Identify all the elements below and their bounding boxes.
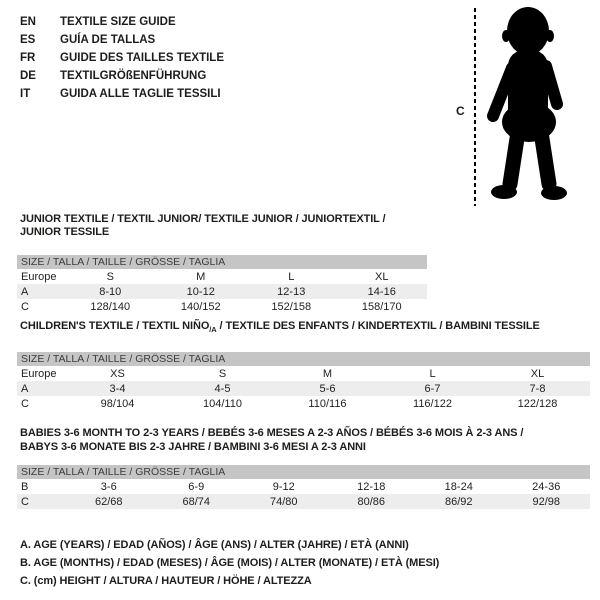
table-row <box>17 381 590 396</box>
row-label: A <box>21 382 29 395</box>
language-header <box>20 13 224 103</box>
toddler-silhouette-icon <box>484 6 572 206</box>
size-cell: 18-24 <box>444 480 473 493</box>
size-bar: SIZE / TALLA / TAILLE / GRÖSSE / TAGLIA <box>17 465 590 479</box>
size-cell: 14-16 <box>367 285 396 298</box>
size-cell: 6-9 <box>188 480 205 493</box>
size-cell: 8-10 <box>99 285 122 298</box>
table-row <box>17 366 590 381</box>
lang-title: GUIDA ALLE TAGLIE TESSILI <box>60 88 221 100</box>
size-cell: M <box>196 270 206 283</box>
size-cell: 98/104 <box>100 397 135 410</box>
size-cell: 122/128 <box>517 397 558 410</box>
footnote-age-months: B. AGE (MONTHS) / EDAD (MESES) / ÂGE (MOIS) / ALTER (MONATE) / ETÀ (MESI) <box>20 557 440 569</box>
table-row <box>17 284 427 299</box>
size-cell: 80/86 <box>357 495 386 508</box>
size-cell: 152/158 <box>271 300 312 313</box>
table-row <box>17 299 427 314</box>
size-bar: SIZE / TALLA / TAILLE / GRÖSSE / TAGLIA <box>17 352 590 366</box>
row-label: Europe <box>21 270 57 283</box>
size-cell: 12-18 <box>357 480 386 493</box>
title-text: / TEXTILE DES ENFANTS / KINDERTEXTIL / BAMBINI TESSILE <box>216 320 540 332</box>
table-row <box>17 479 590 494</box>
footnote-age-years: A. AGE (YEARS) / EDAD (AÑOS) / ÂGE (ANS) / ALTER (JAHRE) / ETÀ (ANNI) <box>20 539 409 551</box>
footnote-height-cm: C. (cm) HEIGHT / ALTURA / HAUTEUR / HÖHE / ALTEZZA <box>20 575 312 587</box>
lang-title: GUIDE DES TAILLES TEXTILE <box>60 52 224 64</box>
title-text: CHILDREN'S TEXTILE / TEXTIL NIÑO <box>20 320 210 332</box>
lang-row-de <box>20 67 224 85</box>
lang-code: IT <box>20 88 31 100</box>
size-cell: S <box>218 367 227 380</box>
size-cell: 12-13 <box>277 285 306 298</box>
lang-row-es <box>20 31 224 49</box>
size-cell: 68/74 <box>182 495 211 508</box>
lang-title: TEXTILE SIZE GUIDE <box>60 16 176 28</box>
size-cell: 92/98 <box>532 495 561 508</box>
size-cell: 9-12 <box>272 480 295 493</box>
size-cell: 3-4 <box>109 382 126 395</box>
lang-code: EN <box>20 16 36 28</box>
title-line-2: BABYS 3-6 MONATE BIS 2-3 JAHRE / BAMBINI 3-6 MESI A 2-3 ANNI <box>20 441 366 453</box>
table-rows <box>17 366 590 411</box>
height-measure-dashed-line <box>474 8 476 206</box>
lang-row-it <box>20 85 224 103</box>
row-label: C <box>21 495 29 508</box>
lang-code: DE <box>20 70 36 82</box>
childrens-textile-table <box>17 320 590 411</box>
size-cell: 24-36 <box>532 480 561 493</box>
size-cell: L <box>429 367 436 380</box>
lang-title: TEXTILGRÖßENFÜHRUNG <box>60 70 207 82</box>
size-bar: SIZE / TALLA / TAILLE / GRÖSSE / TAGLIA <box>17 255 427 269</box>
size-cell: 4-5 <box>214 382 231 395</box>
size-cell: XL <box>530 367 545 380</box>
size-cell: 158/170 <box>361 300 402 313</box>
table-rows <box>17 479 590 509</box>
size-cell: M <box>322 367 333 380</box>
size-cell: XL <box>375 270 389 283</box>
row-label: B <box>21 480 29 493</box>
lang-row-en <box>20 13 224 31</box>
footnotes <box>20 536 439 590</box>
table-row <box>17 396 590 411</box>
size-cell: 6-7 <box>424 382 441 395</box>
lang-title: GUÍA DE TALLAS <box>60 34 156 46</box>
height-measure-label: C <box>456 104 465 118</box>
table-title: JUNIOR TEXTILE / TEXTIL JUNIOR/ TEXTILE JUNIOR / JUNIORTEXTIL / JUNIOR TESSILE <box>20 213 386 238</box>
title-subscript: /A <box>209 325 217 335</box>
junior-textile-table <box>17 213 427 314</box>
size-cell: 5-6 <box>319 382 336 395</box>
size-cell: 110/116 <box>308 397 347 410</box>
row-label: C <box>21 397 29 410</box>
table-row <box>17 494 590 509</box>
lang-code: FR <box>20 52 36 64</box>
size-cell: S <box>106 270 114 283</box>
row-label: Europe <box>21 367 57 380</box>
babies-textile-table <box>17 426 590 509</box>
size-cell: 140/152 <box>180 300 221 313</box>
size-cell: 86/92 <box>444 495 473 508</box>
size-cell: 7-8 <box>529 382 546 395</box>
size-cell: 74/80 <box>269 495 298 508</box>
size-cell: 116/122 <box>413 397 452 410</box>
size-cell: 10-12 <box>186 285 215 298</box>
size-cell: 62/68 <box>94 495 123 508</box>
size-cell: 104/110 <box>203 397 242 410</box>
table-row <box>17 269 427 284</box>
size-cell: 128/140 <box>90 300 131 313</box>
title-line-1: BABIES 3-6 MONTH TO 2-3 YEARS / BEBÉS 3-6 MESES A 2-3 AÑOS / BÉBÉS 3-6 MOIS À 2-3 ANS / <box>20 427 524 439</box>
table-rows <box>17 269 427 314</box>
lang-code: ES <box>20 34 36 46</box>
size-cell: L <box>288 270 295 283</box>
row-label: C <box>21 300 29 313</box>
size-cell: 3-6 <box>100 480 117 493</box>
size-cell: XS <box>110 367 125 380</box>
lang-row-fr <box>20 49 224 67</box>
table-title <box>17 320 590 336</box>
table-title <box>17 426 590 454</box>
row-label: A <box>21 285 29 298</box>
